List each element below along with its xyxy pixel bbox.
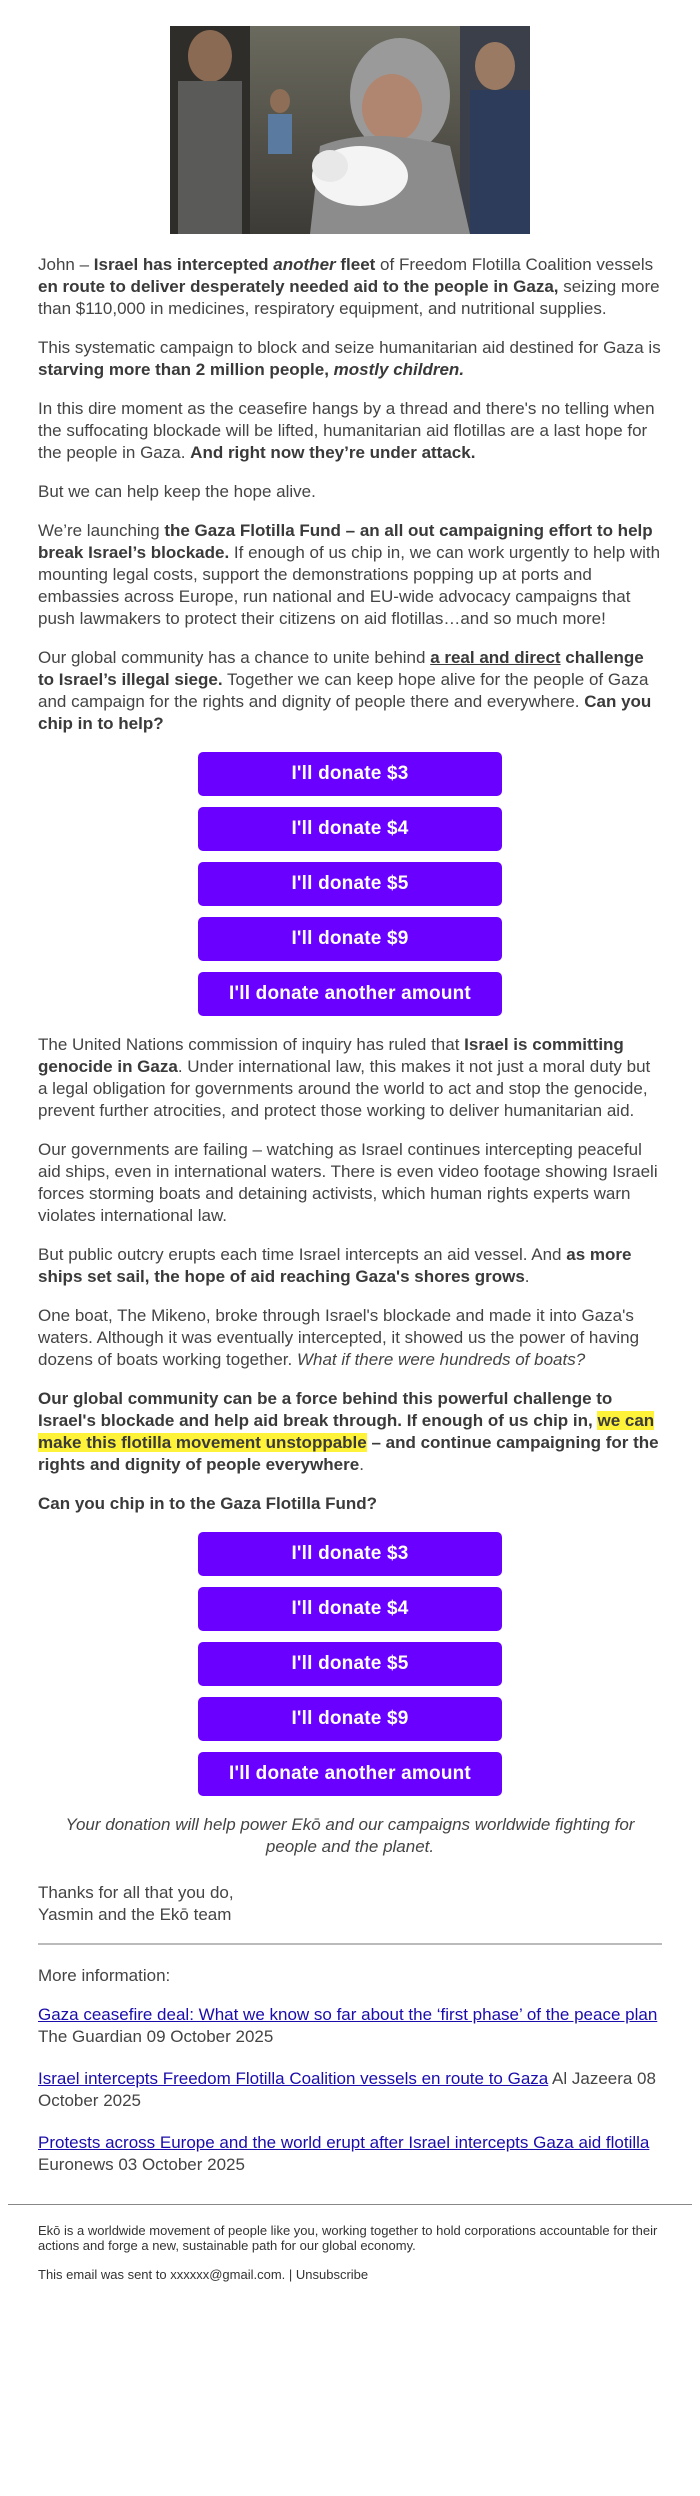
signoff [38,1882,662,1926]
paragraph-mikeno [38,1305,662,1371]
donate-other-button[interactable]: I'll donate another amount [198,972,502,1016]
donate-3-button[interactable]: I'll donate $3 [198,1532,502,1576]
bold-text: Our global community can be a force behind this powerful challenge to Israel's blockade and help aid break through. If enough of us chip in, [38,1389,613,1430]
signoff-line: Thanks for all that you do, [38,1883,234,1902]
paragraph-intro [38,254,662,320]
bold-text: challenge to Israel’s illegal siege. [38,648,644,689]
reference-link-guardian[interactable]: Gaza ceasefire deal: What we know so far about the ‘first phase’ of the peace plan [38,2005,658,2024]
main-content [0,254,700,2176]
text: But we can help keep the hope alive. [38,482,316,501]
text: . [359,1455,364,1474]
paragraph-chip-in [38,1493,662,1515]
reference-source: The Guardian 09 October 2025 [38,2027,274,2046]
paragraph-hope [38,481,662,503]
reference-source: Al Jazeera 08 October 2025 [38,2069,656,2110]
paragraph-outcry [38,1244,662,1288]
donate-4-button[interactable]: I'll donate $4 [198,1587,502,1631]
text: Together we can keep hope alive for the people of Gaza and campaign for the rights and dignity of people there and everywhere. [38,670,649,711]
real-and-direct-link[interactable]: a real and direct [430,648,561,667]
paragraph-un-ruling [38,1034,662,1122]
reference-item [38,2004,662,2048]
italic-text: What if there were hundreds of boats? [296,1350,586,1369]
donate-5-button[interactable]: I'll donate $5 [198,1642,502,1686]
bold-text: Israel has intercepted [93,255,274,274]
signoff-name: Yasmin and the Ekō team [38,1905,232,1924]
footer-sent-to: This email was sent to xxxxxx@gmail.com. | Unsubscribe [38,2267,369,2282]
text: This systematic campaign to block and seize humanitarian aid destined for Gaza is [38,338,661,357]
donate-buttons-top [38,752,662,1016]
reference-item [38,2132,662,2176]
donation-note: Your donation will help power Ekō and our campaigns worldwide fighting for people and the planet. [65,1815,635,1856]
footer [8,2204,692,2336]
donate-9-button[interactable]: I'll donate $9 [198,1697,502,1741]
references-list [38,2004,662,2176]
bold-italic-text: mostly children. [333,360,465,379]
text: If enough of us chip in, we can work urgently to help with mounting legal costs, support the demonstrations popping up at ports and embassies across Europe, run national and EU-wide advocacy campaigns that push lawmakers to protect their citizens on aid flotillas…and so much more! [38,543,661,628]
bold-text: Can you chip in to the Gaza Flotilla Fund? [38,1494,378,1513]
text: John – [38,255,94,274]
text: of Freedom Flotilla Coalition vessels [375,255,654,274]
text: In this dire moment as the ceasefire hangs by a thread and there's no telling when the suffocating blockade will be lifted, humanitarian aid flotillas are a last hope for the people in Gaza. [38,399,655,462]
donate-5-button[interactable]: I'll donate $5 [198,862,502,906]
reference-link-euronews[interactable]: Protests across Europe and the world erupt after Israel intercepts Gaza aid flotilla [38,2133,650,2152]
text: The United Nations commission of inquiry has ruled that [38,1035,465,1054]
hero-image [170,26,530,234]
divider [38,1943,662,1945]
bold-italic-text: another [273,255,336,274]
reference-item [38,2068,662,2112]
donate-9-button[interactable]: I'll donate $9 [198,917,502,961]
paragraph-unite [38,647,662,735]
bold-text: starving more than 2 million people, [38,360,334,379]
bold-text: as more ships set sail, the hope of aid reaching Gaza's shores grows [38,1245,632,1286]
paragraph-ceasefire [38,398,662,464]
bold-text: fleet [335,255,376,274]
donate-3-button[interactable]: I'll donate $3 [198,752,502,796]
bold-text: – and continue campaigning for the rights and dignity of people everywhere [38,1433,659,1474]
text: Our global community has a chance to unite behind [38,648,431,667]
text: seizing more than $110,000 in medicines, respiratory equipment, and nutritional supplies. [38,277,660,318]
bold-text: Israel is committing genocide in Gaza [38,1035,624,1076]
text: We’re launching [38,521,165,540]
text: One boat, The Mikeno, broke through Israel's blockade and made it into Gaza's waters. Although it was eventually intercepted, it showed us the power of having dozens of boats working together. [38,1306,640,1369]
highlighted-text: we can make this flotilla movement unstoppable [38,1411,655,1452]
hero-photo-illustration [170,26,530,234]
paragraph-force [38,1388,662,1476]
text: . [524,1267,530,1286]
bold-text: the Gaza Flotilla Fund – an all out campaigning effort to help break Israel’s blockade. [38,521,653,562]
paragraph-fund [38,520,662,630]
text: But public outcry erupts each time Israel intercepts an aid vessel. And [38,1245,567,1264]
more-info-heading: More information: [38,1966,171,1985]
paragraph-governments [38,1139,662,1227]
email-body [0,26,700,2336]
reference-link-aljazeera[interactable]: Israel intercepts Freedom Flotilla Coalition vessels en route to Gaza [38,2069,549,2088]
paragraph-starving [38,337,662,381]
bold-text: And right now they’re under attack. [190,443,476,462]
bold-text: en route to deliver desperately needed aid to the people in Gaza, [38,277,559,296]
footer-about: Ekō is a worldwide movement of people like you, working together to hold corporations accountable for their actions and forge a new, sustainable path for our global economy. [38,2223,658,2253]
text: Our governments are failing – watching as Israel continues intercepting peaceful aid ships, even in international waters. There is even video footage showing Israeli forces storming boats and detaining activists, which human rights experts warn violates international law. [38,1140,658,1225]
text: . Under international law, this makes it not just a moral duty but a legal obligation for governments around the world to act and stop the genocide, prevent further atrocities, and protect those working to deliver humanitarian aid. [38,1057,651,1120]
reference-source: Euronews 03 October 2025 [38,2155,245,2174]
donate-other-button[interactable]: I'll donate another amount [198,1752,502,1796]
donate-4-button[interactable]: I'll donate $4 [198,807,502,851]
donate-buttons-bottom [38,1532,662,1796]
bold-text: Can you chip in to help? [38,692,652,733]
